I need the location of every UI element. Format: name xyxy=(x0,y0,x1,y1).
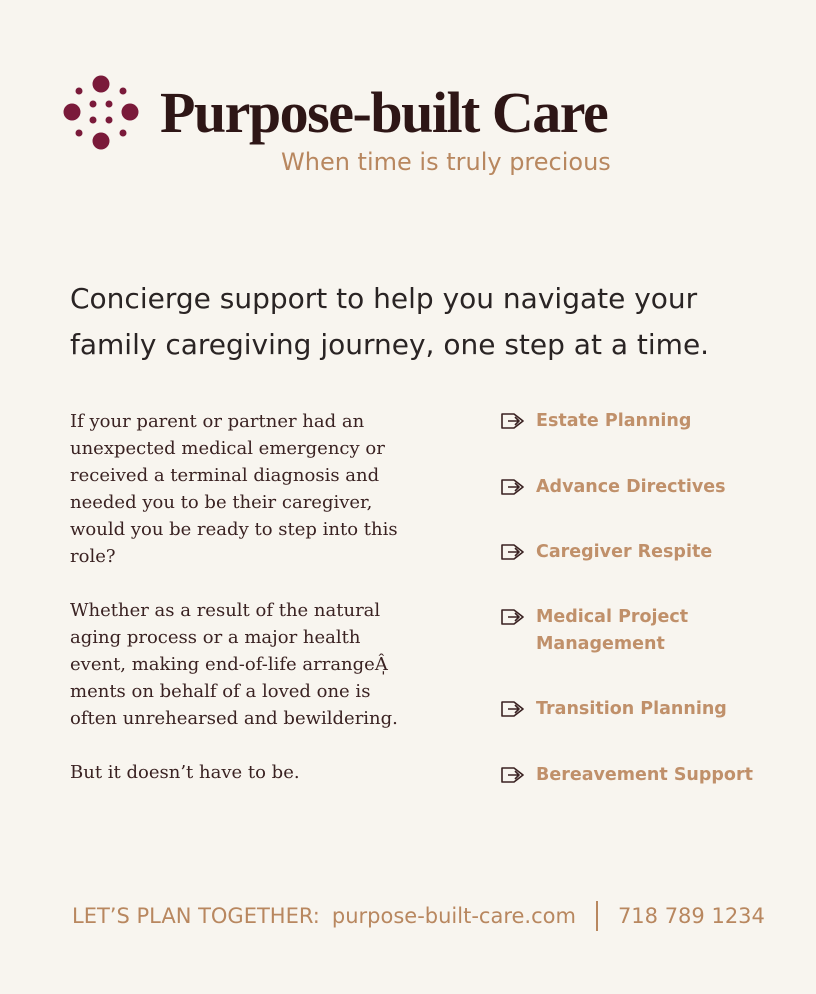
footer-website-link[interactable]: purpose-built-care.com xyxy=(331,904,576,928)
service-label: Transition Planning xyxy=(536,699,727,719)
brand-name: Purpose-built Care xyxy=(160,80,608,145)
footer-divider xyxy=(596,901,598,931)
service-label: Medical Project xyxy=(536,607,689,627)
body-copy xyxy=(70,408,430,813)
arrow-right-icon xyxy=(500,607,526,627)
service-item-advance-directives xyxy=(500,474,726,501)
arrow-right-icon xyxy=(500,411,526,431)
body-paragraph xyxy=(70,408,430,570)
body-line: Whether as a result of the natural xyxy=(70,600,381,621)
footer-phone[interactable]: 718 789 1234 xyxy=(617,904,765,928)
body-line: unexpected medical emergency or xyxy=(70,438,385,459)
body-line: ments on behalf of a loved one is xyxy=(70,681,371,702)
body-line: But it doesn’t have to be. xyxy=(70,762,300,783)
body-line: aging process or a major health xyxy=(70,627,361,648)
body-line: event, making end-of-life arrangeÂ̩ xyxy=(70,654,388,675)
brand-tagline: When time is truly precious xyxy=(281,148,611,176)
brand-logo-icon xyxy=(62,74,140,152)
service-label: Estate Planning xyxy=(536,411,692,431)
body-line: often unrehearsed and bewildering. xyxy=(70,708,398,729)
footer-cta: LET’S PLAN TOGETHER: xyxy=(72,904,320,928)
service-label: Bereavement Support xyxy=(536,765,753,785)
body-line: role? xyxy=(70,546,116,567)
service-label: Advance Directives xyxy=(536,477,726,497)
service-label: Management xyxy=(536,634,665,654)
arrow-right-icon xyxy=(500,765,526,785)
arrow-right-icon xyxy=(500,542,526,562)
service-item-estate-planning xyxy=(500,408,691,435)
service-item-medical-project-management xyxy=(500,604,688,658)
service-item-caregiver-respite xyxy=(500,539,712,566)
headline-line: Concierge support to help you navigate your xyxy=(70,282,698,315)
footer xyxy=(72,900,765,932)
service-label: Caregiver Respite xyxy=(536,542,713,562)
body-line: would you be ready to step into this xyxy=(70,519,398,540)
body-paragraph xyxy=(70,759,430,786)
arrow-right-icon xyxy=(500,699,526,719)
service-item-transition-planning xyxy=(500,696,727,723)
service-item-bereavement-support xyxy=(500,762,753,789)
arrow-right-icon xyxy=(500,477,526,497)
headline-line: family caregiving journey, one step at a time. xyxy=(70,328,710,361)
body-line: needed you to be their caregiver, xyxy=(70,492,373,513)
body-paragraph xyxy=(70,597,430,732)
headline xyxy=(70,276,770,368)
body-line: received a terminal diagnosis and xyxy=(70,465,380,486)
body-line: If your parent or partner had an xyxy=(70,411,365,432)
